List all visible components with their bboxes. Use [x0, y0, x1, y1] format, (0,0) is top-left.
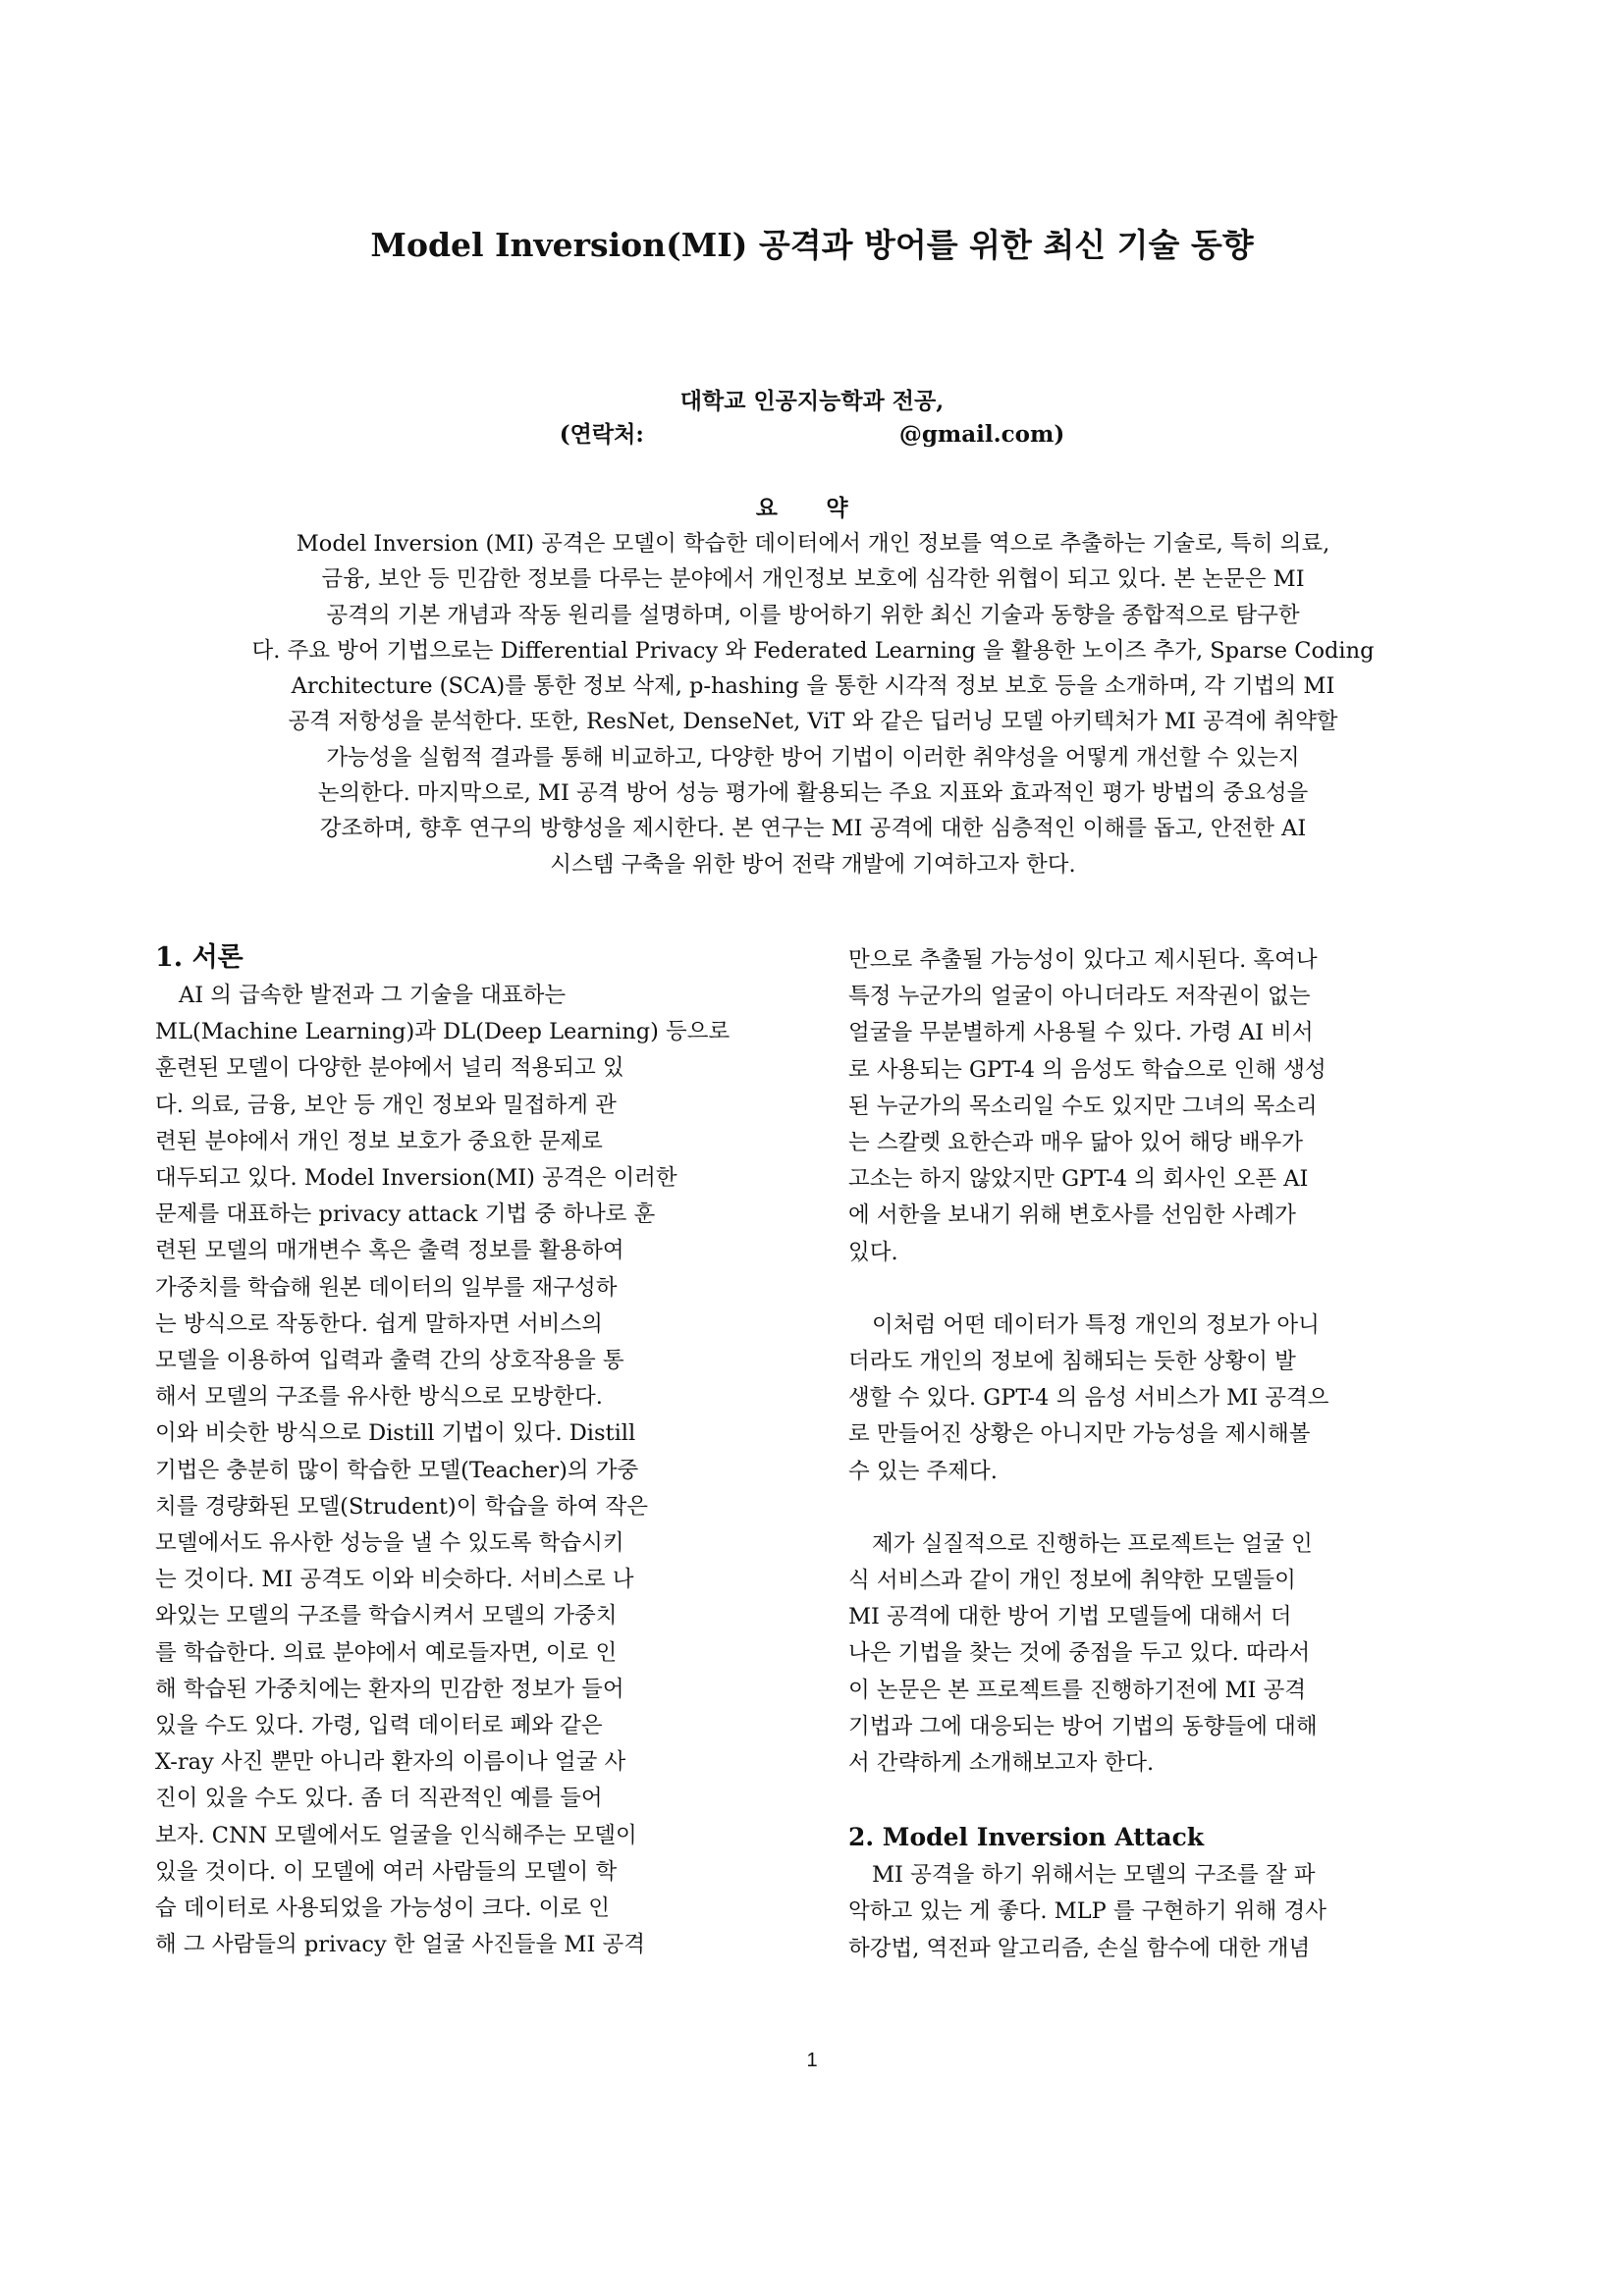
text-line: 시스템 구축을 위한 방어 전략 개발에 기여하고자 한다.	[550, 851, 1076, 878]
contact-email: @gmail.com)	[898, 421, 1065, 448]
contact-line	[147, 418, 1477, 452]
text-line: 련된 모델의 매개변수 혹은 출력 정보를 활용하여	[155, 1238, 624, 1264]
text-line: 는 스칼렛 요한슨과 매우 닮아 있어 해당 배우가	[848, 1130, 1304, 1156]
text-line: 로 사용되는 GPT-4 의 음성도 학습으로 인해 생성	[848, 1056, 1326, 1083]
abstract-body	[155, 526, 1471, 882]
text-line: 모델에서도 유사한 성능을 낼 수 있도록 학습시키	[155, 1530, 624, 1557]
text-line: 얼굴을 무분별하게 사용될 수 있다. 가령 AI 비서	[848, 1020, 1314, 1046]
introduction-paragraph-continued	[848, 942, 1487, 1271]
text-line: X-ray 사진 뿐만 아니라 환자의 이름이나 얼굴 사	[155, 1749, 626, 1776]
text-line: 논의한다. 마지막으로, MI 공격 방어 성능 평가에 활용되는 주요 지표와 효과적인 평가 방법의 중요성을	[317, 780, 1309, 807]
text-line: 와있는 모델의 구조를 학습시켜서 모델의 가중치	[155, 1603, 618, 1629]
model-inversion-paragraph	[848, 1857, 1487, 1967]
affiliation-line: 대학교 인공지능학과 전공,	[679, 388, 945, 414]
text-line: 기법과 그에 대응되는 방어 기법의 동향들에 대해	[848, 1713, 1318, 1739]
text-line: 가중치를 학습해 원본 데이터의 일부를 재구성하	[155, 1274, 618, 1301]
text-line: 보자. CNN 모델에서도 얼굴을 인식해주는 모델이	[155, 1822, 637, 1848]
text-line: 기법은 충분히 많이 학습한 모델(Teacher)의 가중	[155, 1457, 639, 1483]
text-line: 습 데이터로 사용되었을 가능성이 크다. 이로 인	[155, 1896, 611, 1922]
text-line: AI 의 급속한 발전과 그 기술을 대표하는	[179, 983, 567, 1008]
introduction-paragraph	[155, 978, 793, 1963]
text-line: 련된 분야에서 개인 정보 보호가 중요한 문제로	[155, 1128, 603, 1154]
text-line: 훈련된 모델이 다양한 분야에서 널리 적용되고 있	[155, 1055, 624, 1082]
text-line: 강조하며, 향후 연구의 방향성을 제시한다. 본 연구는 MI 공격에 대한 심층적인 이해를 돕고, 안전한 AI	[319, 816, 1307, 842]
abstract-heading: 요 약	[755, 495, 869, 521]
text-line: 있을 것이다. 이 모델에 여러 사람들의 모델이 학	[155, 1858, 618, 1885]
text-line: 는 것이다. MI 공격도 이와 비슷하다. 서비스로 나	[155, 1567, 634, 1593]
text-line: 생할 수 있다. GPT-4 의 음성 서비스가 MI 공격으	[848, 1385, 1329, 1412]
text-line: Model Inversion (MI) 공격은 모델이 학습한 데이터에서 개인 정보를 역으로 추출하는 기술로, 특히 의료,	[296, 531, 1330, 557]
right-column	[848, 942, 1487, 1967]
text-line: 진이 있을 수도 있다. 좀 더 직관적인 예를 들어	[155, 1786, 603, 1812]
text-line: 해 그 사람들의 privacy 한 얼굴 사진들을 MI 공격	[155, 1932, 645, 1958]
text-line: 고소는 하지 않았지만 GPT-4 의 회사인 오픈 AI	[848, 1166, 1309, 1193]
text-line: 문제를 대표하는 privacy attack 기법 중 하나로 훈	[155, 1201, 656, 1228]
text-line: 모델을 이용하여 입력과 출력 간의 상호작용을 통	[155, 1348, 624, 1374]
left-column	[155, 938, 793, 1963]
introduction-paragraph-2	[848, 1308, 1487, 1490]
text-line: 있다.	[848, 1239, 898, 1265]
text-line: 하강법, 역전파 알고리즘, 손실 함수에 대한 개념	[848, 1935, 1311, 1961]
text-line: 다. 주요 방어 기법으로는 Differential Privacy 와 Federated Learning 을 활용한 노이즈 추가, Sparse Coding	[251, 637, 1375, 664]
text-line: 금융, 보안 등 민감한 정보를 다루는 분야에서 개인정보 보호에 심각한 위협이 되고 있다. 본 논문은 MI	[321, 566, 1305, 593]
text-line: 대두되고 있다. Model Inversion(MI) 공격은 이러한	[155, 1165, 677, 1192]
text-line: 치를 경량화된 모델(Strudent)이 학습을 하여 작은	[155, 1493, 649, 1520]
text-line: 해서 모델의 구조를 유사한 방식으로 모방한다.	[155, 1384, 603, 1411]
text-line: ML(Machine Learning)과 DL(Deep Learning) 등으로	[155, 1019, 731, 1045]
page-number: 1	[806, 2050, 818, 2071]
text-line: 나은 기법을 찾는 것에 중점을 두고 있다. 따라서	[848, 1640, 1311, 1667]
text-line: 를 학습한다. 의료 분야에서 예로들자면, 이로 인	[155, 1639, 618, 1666]
text-line: 로 만들어진 상황은 아니지만 가능성을 제시해볼	[848, 1421, 1311, 1448]
text-line: 공격 저항성을 분석한다. 또한, ResNet, DenseNet, ViT 와 같은 딥러닝 모델 아키텍처가 MI 공격에 취약할	[288, 709, 1338, 735]
text-line: 해 학습된 가중치에는 환자의 민감한 정보가 들어	[155, 1676, 624, 1702]
text-line: 이처럼 어떤 데이터가 특정 개인의 정보가 아니	[872, 1311, 1320, 1338]
text-line: 악하고 있는 게 좋다. MLP 를 구현하기 위해 경사	[848, 1898, 1326, 1925]
text-line: 수 있는 주제다.	[848, 1458, 998, 1484]
section-heading-introduction: 1. 서론	[155, 942, 244, 973]
text-line: 제가 실질적으로 진행하는 프로젝트는 얼굴 인	[872, 1530, 1313, 1557]
text-line: 는 방식으로 작동한다. 쉽게 말하자면 서비스의	[155, 1310, 603, 1337]
introduction-paragraph-3	[848, 1526, 1487, 1782]
text-line: 더라도 개인의 정보에 침해되는 듯한 상황이 발	[848, 1349, 1296, 1375]
author-affiliation	[147, 385, 1477, 452]
text-line: 특정 누군가의 얼굴이 아니더라도 저작권이 없는	[848, 984, 1311, 1010]
text-line: 서 간략하게 소개해보고자 한다.	[848, 1750, 1155, 1777]
text-line: 에 서한을 보내기 위해 변호사를 선임한 사례가	[848, 1202, 1296, 1229]
text-line: MI 공격에 대한 방어 기법 모델들에 대해서 더	[848, 1604, 1292, 1630]
text-line: 식 서비스과 같이 개인 정보에 취약한 모델들이	[848, 1568, 1296, 1594]
text-line: MI 공격을 하기 위해서는 모델의 구조를 잘 파	[872, 1862, 1316, 1889]
paper-title: Model Inversion(MI) 공격과 방어를 위한 최신 기술 동향	[370, 226, 1254, 264]
text-line: 다. 의료, 금융, 보안 등 개인 정보와 밀접하게 관	[155, 1092, 617, 1118]
text-line: 된 누군가의 목소리일 수도 있지만 그녀의 목소리	[848, 1093, 1318, 1119]
text-line: 공격의 기본 개념과 작동 원리를 설명하며, 이를 방어하기 위한 최신 기술과 동향을 종합적으로 탐구한	[326, 602, 1300, 628]
section-heading-model-inversion-attack: 2. Model Inversion Attack	[848, 1823, 1205, 1852]
text-line: 있을 수도 있다. 가령, 입력 데이터로 폐와 같은	[155, 1713, 603, 1739]
text-line: 이 논문은 본 프로젝트를 진행하기전에 MI 공격	[848, 1677, 1307, 1703]
text-line: 만으로 추출될 가능성이 있다고 제시된다. 혹여나	[848, 947, 1318, 973]
text-line: 가능성을 실험적 결과를 통해 비교하고, 다양한 방어 기법이 이러한 취약성을 어떻게 개선할 수 있는지	[326, 744, 1300, 771]
text-line: Architecture (SCA)를 통한 정보 삭제, p-hashing 을 통한 시각적 정보 보호 등을 소개하며, 각 기법의 MI	[291, 673, 1335, 700]
contact-prefix: (연락처:	[559, 421, 644, 448]
text-line: 이와 비슷한 방식으로 Distill 기법이 있다. Distill	[155, 1420, 636, 1447]
